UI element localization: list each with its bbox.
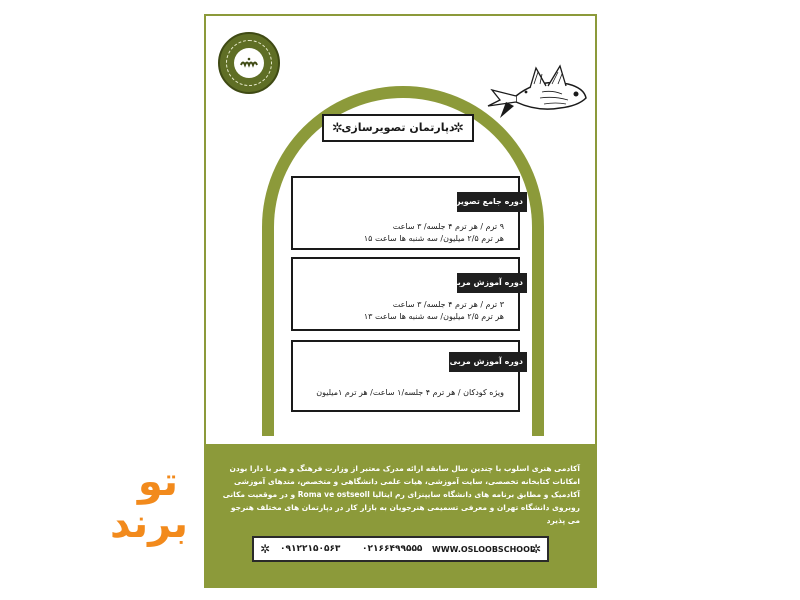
asterisk-ornament-icon: ✲ (332, 121, 343, 136)
course-detail-line: هر ترم ۲/۵ میلیون/ سه شنبه ها ساعت ۱۳ (363, 312, 504, 321)
course-card (291, 176, 523, 250)
course-detail-line: ۹ ترم / هر ترم ۴ جلسه/ ۳ ساعت (392, 222, 504, 231)
about-panel (204, 444, 597, 588)
course-card (291, 257, 523, 331)
course-label: دوره آموزش مربی هنر کودک... (457, 273, 527, 293)
about-text: آکادمی هنری اسلوب با چندین سال سابقه ارائه مدرک معتبر از وزارت فرهنگ و هنر با دارا بودن امکانات کتابخانه تخصصی، سایت آموزشی، هیات علمی دانشگاهی و متخصص، متدهای آموزشی آکادمیک و مطابق برنامه های دانشگاه سایپنزای رم ایتالیا Roma ve ostseoll و در موقعیت مکانی روبروی دانشگاه تهران و معرفی تسمیمی هنرجویان به بازار کار در دپارتمان های مختلف هنرجو می پذیرد (222, 464, 580, 525)
website-address: WWW.OSLOOBSCHOOL (432, 545, 535, 554)
department-title: دپارتمان تصویرسازی (341, 121, 455, 134)
asterisk-ornament-icon: ✲ (453, 121, 464, 136)
course-detail-line: هر ترم ۲/۵ میلیون/ سه شنبه ها ساعت ۱۵ (363, 234, 504, 243)
phone-number-mobile: ۰۹۱۲۲۱۵۰۵۶۳ (280, 544, 341, 554)
course-label: دوره آموزش مربی هنر کودک... (449, 352, 527, 372)
course-card (291, 340, 523, 412)
phone-number-office: ۰۲۱۶۶۴۹۹۵۵۵ (362, 544, 423, 554)
brand-watermark (68, 459, 188, 552)
seal-logo-icon (218, 32, 280, 94)
contact-bar (252, 536, 549, 562)
department-title-box (322, 114, 474, 142)
course-detail-line: ۳ ترم / هر ترم ۴ جلسه/ ۳ ساعت (392, 300, 504, 309)
asterisk-ornament-icon: ✲ (530, 542, 541, 556)
course-detail-line: ویژه کودکان / هر ترم ۴ جلسه/۱ ساعت/ هر ترم ۱میلیون (316, 388, 504, 397)
asterisk-ornament-icon: ✲ (260, 542, 271, 556)
brand-line-top: تو (137, 459, 178, 505)
flying-fish-illustration-icon (486, 62, 588, 124)
brand-line-bottom: برند (109, 501, 188, 547)
course-label: دوره جامع تصویرسازی (457, 192, 527, 212)
